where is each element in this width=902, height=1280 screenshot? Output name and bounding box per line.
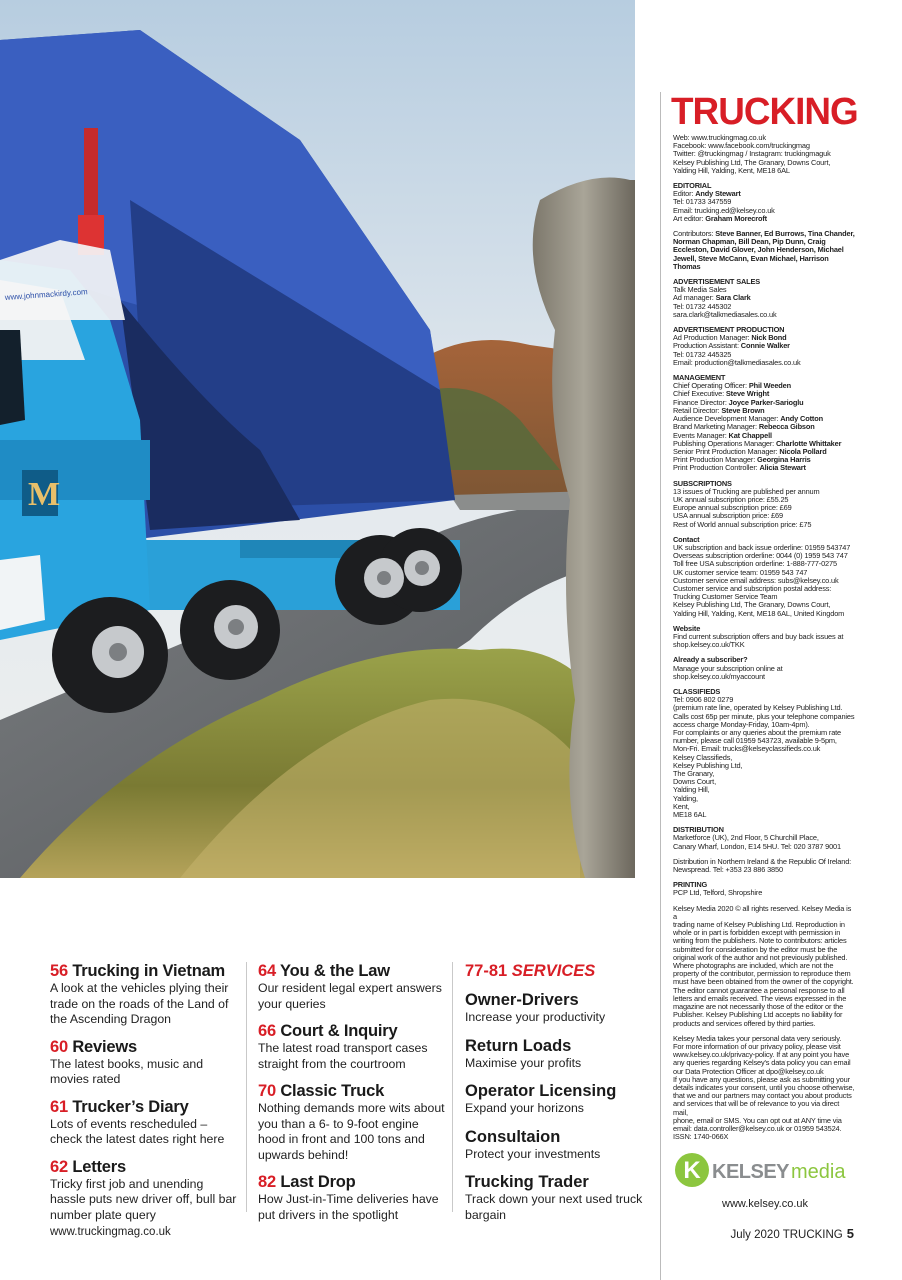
contents-item[interactable] <box>258 962 448 1012</box>
staff-name: Graham Morecroft <box>705 213 767 223</box>
distribution-ni-block <box>673 858 855 874</box>
contents-item-title <box>50 962 240 981</box>
intro-block <box>673 134 855 175</box>
kelsey-media-logo <box>674 1152 854 1188</box>
text-line: and services that will be of relevance to you via direct mail, <box>673 1099 840 1117</box>
staff-role: Audience Development Manager: <box>673 414 781 424</box>
website-block <box>673 633 855 649</box>
staff-role: Ad manager: <box>673 293 716 303</box>
services-title: SERVICES <box>511 962 596 980</box>
editorial-block <box>673 190 855 223</box>
text-line: Yalding Hill, Yalding, Kent, ME18 6AL, United Kingdom <box>673 608 845 618</box>
contents-item-title <box>258 1082 448 1101</box>
staff-line <box>673 311 855 319</box>
service-description: Protect your investments <box>465 1146 601 1161</box>
text-line: Publisher. Kelsey Publishing Ltd accepts no liability for <box>673 1010 843 1020</box>
text-line: submitted for consideration by the editor must be the <box>673 944 838 954</box>
kelsey-k-mark: K <box>683 1157 701 1184</box>
service-title: Return Loads <box>465 1036 572 1055</box>
already-subscriber-block <box>673 665 855 681</box>
text-line: Tel: 0906 802 0279 <box>673 695 734 705</box>
website-heading: Website <box>673 623 701 633</box>
classifieds-block <box>673 696 855 819</box>
text-line: Calls cost 65p per minute, plus your telephone companies <box>673 711 855 721</box>
distribution-block <box>673 834 855 850</box>
staff-name: Steve Wright <box>725 389 770 399</box>
service-item[interactable] <box>465 1082 645 1117</box>
staff-role: Print Production Controller: <box>673 463 760 473</box>
truck-website-text: www.johnmackirdy.com <box>4 287 88 302</box>
staff-name: Georgina Harris <box>757 455 811 465</box>
text-line: Kelsey Media takes your personal data very seriously. <box>673 1033 842 1043</box>
text-line: For more information of our privacy policy, please visit <box>673 1041 841 1051</box>
text-line: USA annual subscription price: £69 <box>673 511 783 521</box>
truck-photo-illustration <box>0 0 635 878</box>
kelsey-media-word: media <box>791 1161 846 1183</box>
contents-item-title <box>258 1173 448 1192</box>
contents-page-number: 62 <box>50 1157 68 1176</box>
text-line: Kelsey Publishing Ltd, The Granary, Downs Court, <box>673 157 831 167</box>
service-item[interactable] <box>465 1128 645 1163</box>
masthead-sidebar <box>660 91 858 1280</box>
classifieds-heading: CLASSIFIEDS <box>673 686 721 696</box>
contributors-label: Contributors: <box>673 229 716 239</box>
ad-production-block <box>673 334 855 367</box>
contents-title-text: Letters <box>72 1157 126 1176</box>
text-line: Newspread. Tel: +353 23 886 3850 <box>673 865 783 875</box>
subscriptions-heading: SUBSCRIPTIONS <box>673 478 732 488</box>
contents-page-number: 64 <box>258 962 276 980</box>
editorial-heading: EDITORIAL <box>673 181 712 191</box>
text-line: shop.kelsey.co.uk/myaccount <box>673 671 765 681</box>
text-line: Customer service and subscription postal address: <box>673 583 832 593</box>
staff-role: Art editor: <box>673 213 706 223</box>
text-line: For complaints or any queries about the premium rate <box>673 728 842 737</box>
staff-role: Talk Media Sales <box>673 285 727 295</box>
text-line: Trucking Customer Service Team <box>673 592 778 602</box>
service-item[interactable] <box>465 1173 645 1223</box>
text-line: Downs Court, <box>673 777 716 787</box>
footer-url[interactable]: www.truckingmag.co.uk <box>50 1226 171 1238</box>
contents-item[interactable] <box>50 962 240 1028</box>
text-line: Web: www.truckingmag.co.uk <box>673 133 766 142</box>
text-line: Find current subscription offers and buy back issues at <box>673 631 844 641</box>
text-line: Twitter: @truckingmag / Instagram: truckingmaguk <box>673 149 831 159</box>
ad-sales-block <box>673 286 855 319</box>
text-line: that we and our partners may contact you about products <box>673 1091 852 1101</box>
contact-block <box>673 544 855 618</box>
text-line: UK customer service team: 01959 543 747 <box>673 567 808 577</box>
contents-item-description: Lots of events rescheduled – check the latest dates right here <box>50 1116 225 1146</box>
staff-role: Production Assistant: <box>673 341 741 351</box>
kelsey-url[interactable]: www.kelsey.co.uk <box>722 1198 808 1210</box>
text-line: magazine are not necessarily those of the editor or the <box>673 1002 844 1012</box>
footer-issue-label: July 2020 TRUCKING <box>730 1229 843 1241</box>
staff-role: Print Production Manager: <box>673 455 758 465</box>
services-heading <box>465 962 645 981</box>
contents-column-2 <box>258 962 448 1233</box>
ad-sales-heading: ADVERTISEMENT SALES <box>673 277 761 287</box>
text-line: Distribution in Northern Ireland & the Republic Of Ireland: <box>673 856 852 866</box>
contents-item-description: Nothing demands more wits about you than a 6- to 9-foot engine hood in front and 100 tons and upwards behind! <box>258 1101 445 1162</box>
truck-monogram: M <box>28 476 61 513</box>
column-divider <box>452 962 453 1212</box>
contents-title-text: You & the Law <box>280 962 390 980</box>
contents-item-description: How Just-in-Time deliveries have put drivers in the spotlight <box>258 1192 439 1222</box>
privacy-block <box>673 1035 855 1142</box>
staff-name: Charlotte Whittaker <box>776 438 842 448</box>
printing-block <box>673 889 855 897</box>
truck-photo <box>0 0 635 878</box>
contents-page-number: 66 <box>258 1022 276 1040</box>
text-line: access charge Monday-Friday, 10am-4pm). <box>673 719 810 729</box>
text-line: trading name of Kelsey Publishing Ltd. Reproduction in <box>673 920 845 930</box>
text-line: Customer service email address: subs@kelsey.co.uk <box>673 575 839 585</box>
service-title: Consultaion <box>465 1127 561 1146</box>
staff-role: Chief Operating Officer: <box>673 381 749 391</box>
text-line: email: data.controller@kelsey.co.uk or 01959 543524. <box>673 1123 842 1133</box>
text-line: Rest of World annual subscription price: £75 <box>673 519 812 529</box>
staff-role: Email: production@talkmediasales.co.uk <box>673 357 801 367</box>
contents-page-number: 70 <box>258 1082 276 1100</box>
contents-page-number: 60 <box>50 1037 68 1056</box>
contents-item[interactable] <box>50 1158 240 1224</box>
ad-production-heading: ADVERTISEMENT PRODUCTION <box>673 325 785 335</box>
service-title: Owner-Drivers <box>465 991 579 1009</box>
contents-item[interactable] <box>258 1173 448 1223</box>
management-heading: MANAGEMENT <box>673 373 726 383</box>
masthead-text <box>673 134 855 1141</box>
page-number: 5 <box>846 1226 854 1241</box>
text-line: number, please call 01959 543723, available 9-5pm, <box>673 736 837 746</box>
service-title: Trucking Trader <box>465 1173 589 1191</box>
text-line: UK annual subscription price: £55.25 <box>673 494 789 504</box>
staff-role: Ad Production Manager: <box>673 333 752 343</box>
contents-item[interactable] <box>50 1038 240 1088</box>
staff-name: Connie Walker <box>740 341 790 351</box>
text-line: Manage your subscription online at <box>673 663 783 673</box>
service-description: Maximise your profits <box>465 1055 582 1070</box>
text-line: Europe annual subscription price: £69 <box>673 503 792 513</box>
staff-role: Editor: <box>673 189 696 199</box>
text-line: Kelsey Media 2020 © all rights reserved. Kelsey Media is a <box>673 903 852 921</box>
staff-name: Sara Clark <box>715 293 751 303</box>
text-line: Yalding, <box>673 793 698 803</box>
contents-item[interactable] <box>258 1082 448 1163</box>
text-line: must have been obtained from the owner of the copyright. <box>673 977 854 987</box>
service-title: Operator Licensing <box>465 1082 617 1100</box>
contact-heading: Contact <box>673 534 700 544</box>
contents-item-title <box>258 962 448 981</box>
footer-issue <box>730 1226 854 1241</box>
staff-role: Senior Print Production Manager: <box>673 446 780 456</box>
text-line: Yalding Hill, Yalding, Kent, ME18 6AL <box>673 165 790 175</box>
staff-name: Andy Stewart <box>695 189 741 199</box>
service-item[interactable] <box>465 991 645 1026</box>
text-line: Overseas subscription orderline: 0044 (0) 1959 543 747 <box>673 551 848 561</box>
staff-role: Tel: 01733 347559 <box>673 197 732 207</box>
service-description: Expand your horizons <box>465 1101 584 1115</box>
text-line: original work of the author and not previously published. <box>673 952 848 962</box>
text-line: letters and emails received. The views expressed in the <box>673 993 847 1003</box>
contents-item[interactable] <box>258 1022 448 1072</box>
contributors-names: Steve Banner, Ed Burrows, Tina Chander, Norman Chapman, Bill Dean, Pip Dunn, Craig Eccleston, David Glover, John Henderson, Michael Jewell, Steve McCann, Evan Michael, Harrison Thomas <box>673 229 855 271</box>
text-line: The Granary, <box>673 769 715 779</box>
contents-column-1 <box>50 962 240 1233</box>
contributors-block <box>673 230 855 271</box>
text-line: (premium rate line, operated by Kelsey Publishing Ltd. <box>673 703 843 713</box>
text-line: writing from the publishers. Note to contributors: articles <box>673 936 847 946</box>
staff-role: sara.clark@talkmediasales.co.uk <box>673 309 777 319</box>
contents-item[interactable] <box>50 1098 240 1148</box>
staff-role: Email: trucking.ed@kelsey.co.uk <box>673 205 775 215</box>
staff-name: Nick Bond <box>751 333 787 343</box>
text-line: Where photographs are included, which are not the <box>673 961 834 971</box>
text-line: Facebook: www.facebook.com/truckingmag <box>673 141 810 151</box>
text-line: Kelsey Classifieds, <box>673 752 733 762</box>
contents-item-title <box>258 1022 448 1041</box>
contents-page-number: 56 <box>50 962 68 980</box>
contents-item-title <box>50 1158 240 1177</box>
text-line: Kent, <box>673 801 690 811</box>
contents-item-description: A look at the vehicles plying their trade on the roads of the Land of the Ascending Dragon <box>50 981 229 1026</box>
staff-role: Brand Marketing Manager: <box>673 422 759 432</box>
text-line: Kelsey Publishing Ltd, <box>673 760 743 770</box>
contents-title-text: Trucking in Vietnam <box>72 962 226 980</box>
staff-line <box>673 359 855 367</box>
printing-heading: PRINTING <box>673 880 708 890</box>
text-line: 13 issues of Trucking are published per annum <box>673 486 820 496</box>
trucking-logo: TRUCKING <box>671 91 858 133</box>
text-line: products and services offered by third parties. <box>673 1018 816 1028</box>
text-line: shop.kelsey.co.uk/TKK <box>673 640 745 650</box>
staff-role: Tel: 01732 445302 <box>673 301 732 311</box>
service-description: Increase your productivity <box>465 1010 606 1024</box>
text-line: If you have any questions, please ask as submitting your <box>673 1074 850 1084</box>
text-line: our Data Protection Officer at dpo@kelsey.co.uk <box>673 1066 824 1076</box>
staff-role: Tel: 01732 445325 <box>673 349 732 359</box>
services-page-range: 77-81 <box>465 962 508 980</box>
staff-name: Kat Chappell <box>728 430 772 440</box>
staff-role: Retail Director: <box>673 405 722 415</box>
text-line: Marketforce (UK), 2nd Floor, 5 Churchill Place, <box>673 833 819 843</box>
staff-name: Rebecca Gibson <box>758 422 815 432</box>
contents-title-text: Trucker’s Diary <box>72 1097 189 1116</box>
subscriptions-block <box>673 488 855 529</box>
service-item[interactable] <box>465 1037 645 1072</box>
contents-page-number: 82 <box>258 1173 276 1191</box>
contents-item-title <box>50 1098 240 1117</box>
text-line: ISSN: 1740-066X <box>673 1132 729 1142</box>
text-line: www.kelsey.co.uk/privacy-policy. If at any point you have <box>673 1050 850 1060</box>
staff-line <box>673 215 855 223</box>
staff-role: Publishing Operations Manager: <box>673 438 776 448</box>
contents-item-description: The latest road transport cases straight from the courtroom <box>258 1041 428 1071</box>
service-description: Track down your next used truck bargain <box>465 1192 643 1222</box>
text-line: Canary Wharf, London, E14 5HU. Tel: 020 3787 9001 <box>673 841 841 851</box>
contents-title-text: Classic Truck <box>280 1082 385 1100</box>
staff-name: Nicola Pollard <box>779 446 827 456</box>
text-line: property of the contributor, permission to reproduce them <box>673 969 851 979</box>
text-line: The editor cannot guarantee a personal response to all <box>673 985 845 995</box>
staff-line <box>673 464 855 472</box>
staff-role: Finance Director: <box>673 397 729 407</box>
contents-title-text: Reviews <box>72 1037 137 1056</box>
staff-role: Chief Executive: <box>673 389 726 399</box>
contents-page-number: 61 <box>50 1097 68 1116</box>
contents-column-services <box>465 962 645 1234</box>
text-line: ME18 6AL <box>673 810 707 820</box>
staff-name: Joyce Parker-Sarioglu <box>728 397 804 407</box>
text-line: Kelsey Publishing Ltd, The Granary, Downs Court, <box>673 600 831 610</box>
staff-name: Steve Brown <box>721 405 765 415</box>
staff-name: Phil Weeden <box>748 381 791 391</box>
services-list <box>465 991 645 1223</box>
text-line: whole or in part is forbidden except with permission in <box>673 928 841 938</box>
text-line: details indicates your consent, until you choose otherwise, <box>673 1082 855 1092</box>
text-line: Toll free USA subscription orderline: 1-888-777-0275 <box>673 559 837 569</box>
management-block <box>673 382 855 472</box>
staff-name: Andy Cotton <box>780 414 823 424</box>
contents-item-description: The latest books, music and movies rated <box>50 1056 204 1086</box>
column-divider <box>246 962 247 1212</box>
text-line: Mon-Fri. Email: trucks@kelseyclassifieds.co.uk <box>673 744 821 754</box>
text-line: any queries regarding Kelsey's data policy you can email <box>673 1058 851 1068</box>
contents-title-text: Court & Inquiry <box>280 1022 398 1040</box>
contents-item-description: Our resident legal expert answers your queries <box>258 981 442 1011</box>
distribution-heading: DISTRIBUTION <box>673 825 724 835</box>
kelsey-word: KELSEY <box>712 1161 790 1183</box>
staff-role: Events Manager: <box>673 430 729 440</box>
text-line: PCP Ltd, Telford, Shropshire <box>673 888 763 898</box>
text-line: phone, email or SMS. You can opt out at ANY time via <box>673 1115 842 1125</box>
text-line: UK subscription and back issue orderline: 01959 543747 <box>673 542 851 552</box>
staff-name: Alicia Stewart <box>759 463 806 473</box>
contents-item-title <box>50 1038 240 1057</box>
legal-block <box>673 905 855 1028</box>
text-line: Yalding Hill, <box>673 785 710 795</box>
contents-item-description: Tricky first job and unending hassle puts new driver off, bull bar number plate query <box>50 1176 237 1222</box>
already-subscriber-heading: Already a subscriber? <box>673 655 748 665</box>
contents-title-text: Last Drop <box>280 1173 356 1191</box>
